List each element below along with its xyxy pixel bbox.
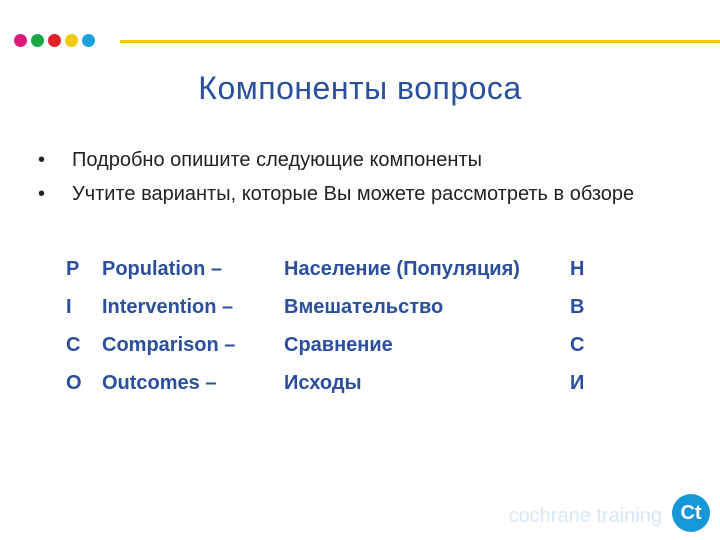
pico-russian: Вмешательство [284,296,444,318]
dot-red [48,34,61,47]
dot-magenta [14,34,27,47]
pico-row [66,258,626,296]
pico-russian: Сравнение [284,334,393,356]
pico-russian: Исходы [284,372,362,394]
pico-english: Intervention – [102,296,234,318]
pico-letter: O [66,372,82,394]
bullet-marker: • [38,149,46,171]
pico-letter: P [66,258,80,280]
pico-row [66,334,626,372]
pico-russian-letter: Н [570,258,585,280]
pico-russian: Население (Популяция) [284,258,520,280]
pico-russian-letter: В [570,296,585,318]
pico-table [66,258,626,410]
pico-russian-letter: С [570,334,585,356]
brand-text: cochrane training [508,505,662,527]
top-divider-line [120,40,720,43]
bullet-text: Учтите варианты, которые Вы можете рассмотреть в обзоре [72,183,635,205]
dot-green [31,34,44,47]
pico-row [66,372,626,410]
cochrane-logo-icon: Ct [672,494,710,532]
bullet-marker: • [38,183,46,205]
bullet-list [38,145,678,213]
dot-yellow [65,34,78,47]
pico-english: Comparison – [102,334,236,356]
pico-english: Outcomes – [102,372,217,394]
pico-english: Population – [102,258,222,280]
pico-row [66,296,626,334]
bullet-text: Подробно опишите следующие компоненты [72,149,482,171]
dot-blue [82,34,95,47]
pico-letter: C [66,334,81,356]
slide-title: Компоненты вопроса [198,70,522,106]
pico-letter: I [66,296,72,318]
pico-russian-letter: И [570,372,585,394]
bullet-item [38,179,678,209]
bullet-item [38,145,678,175]
